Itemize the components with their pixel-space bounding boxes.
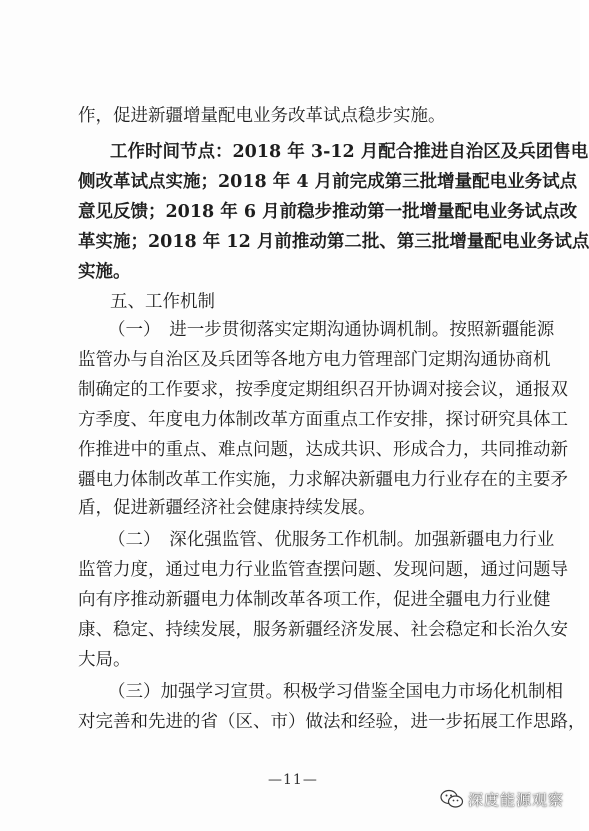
paragraph-line: 监管力度，通过电力行业监管查摆问题、发现问题，通过问题导 [78,560,568,580]
schedule-line: 侧改革试点实施；2018 年 4 月前完成第三批增量配电业务试点 [78,172,578,192]
schedule-line: 实施。 [78,262,131,282]
paragraph-line: 大局。 [78,650,131,670]
wechat-watermark [440,785,564,813]
paragraph-line: 康、稳定、持续发展，服务新疆经济发展、社会稳定和长治久安 [78,620,568,640]
section-heading: 五、工作机制 [110,292,215,312]
paragraph-line: 作推进中的重点、难点问题，达成共识、形成合力，共同推动新 [78,440,568,460]
paragraph-line: 向有序推动新疆电力体制改革各项工作，促进全疆电力行业健 [78,590,551,610]
schedule-line: 工作时间节点：2018 年 3-12 月配合推进自治区及兵团售电 [110,142,589,162]
paragraph-line: （一） 进一步贯彻落实定期沟通协调机制。按照新疆能源 [108,320,555,340]
paragraph-line: 疆电力体制改革工作实施，力求解决新疆电力行业存在的主要矛 [78,470,568,490]
paragraph-line: 对完善和先进的省（区、市）做法和经验，进一步拓展工作思路， [78,712,586,732]
paragraph-line: 方季度、年度电力体制改革方面重点工作安排，探讨研究具体工 [78,410,568,430]
paragraph-line: 监管办与自治区及兵团等各地方电力管理部门定期沟通协商机 [78,350,551,370]
watermark-text: 深度能源观察 [468,790,565,809]
paragraph-line: （二） 深化强监管、优服务工作机制。加强新疆电力行业 [108,530,555,550]
paragraph-line: （三）加强学习宣贯。积极学习借鉴全国电力市场化机制相 [108,682,563,702]
body-line: 作，促进新疆增量配电业务改革试点稳步实施。 [78,106,446,126]
paragraph-line: 制确定的工作要求，按季度定期组织召开协调对接会议，通报双 [78,380,568,400]
paragraph-line: 盾，促进新疆经济社会健康持续发展。 [78,498,376,518]
page-number: —11— [268,772,318,788]
schedule-line: 革实施；2018 年 12 月前推动第二批、第三批增量配电业务试点 [78,232,589,252]
wechat-icon [440,789,464,809]
schedule-line: 意见反馈；2018 年 6 月前稳步推动第一批增量配电业务试点改 [78,202,578,222]
